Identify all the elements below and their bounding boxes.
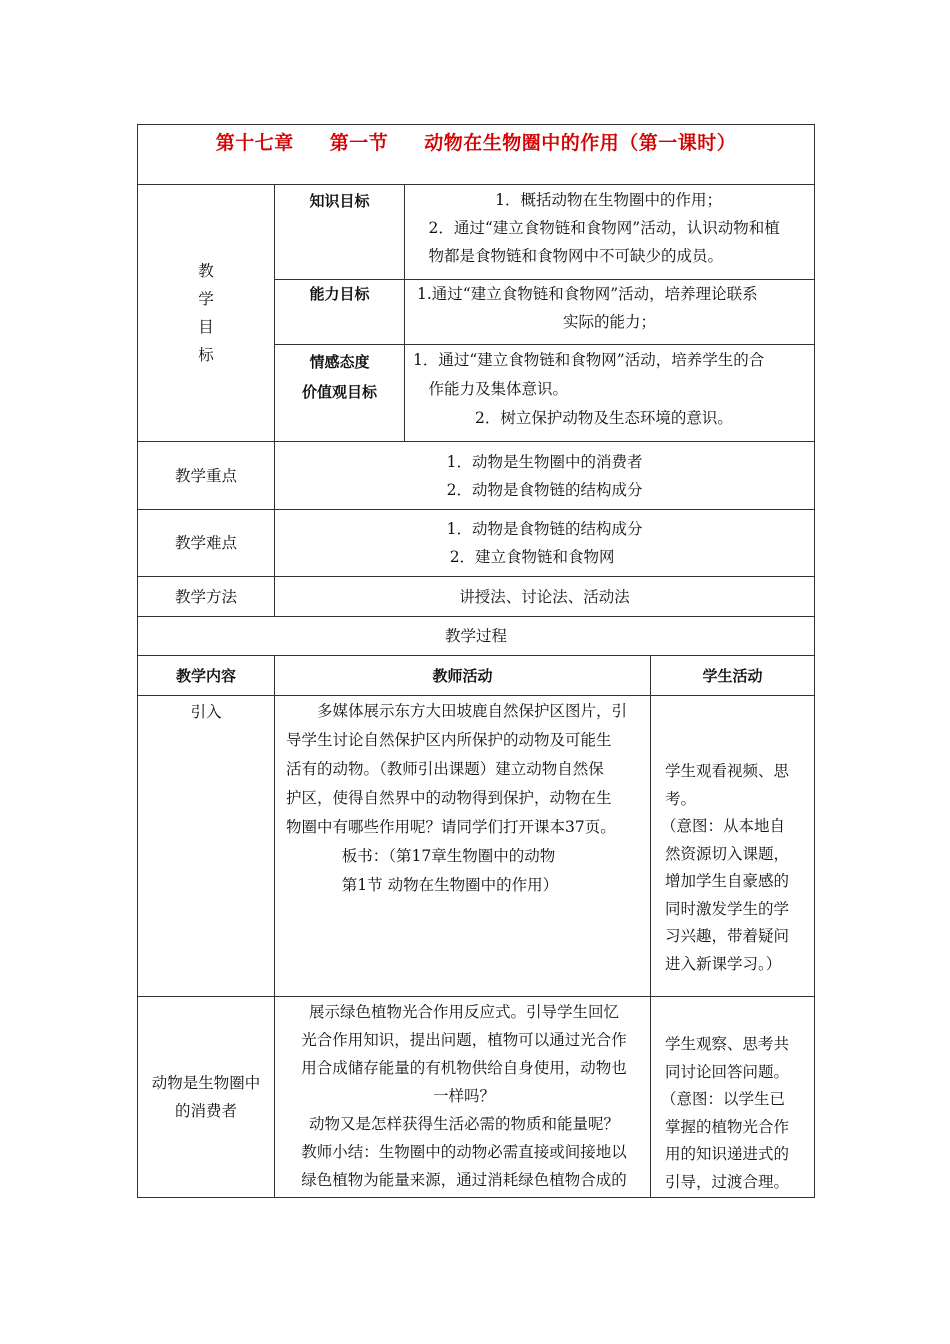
intro-teacher-line: 护区，使得自然界中的动物得到保护，动物在生 [286,789,612,807]
key-points-row [138,442,815,510]
emotion-objective-text [405,345,815,442]
emotion-line: 作能力及集体意识。 [428,380,569,398]
header-teacher: 教师活动 [275,656,651,696]
intro-teacher-line: 多媒体展示东方大田坡鹿自然保护区图片，引 [317,702,628,720]
intro-content: 引入 [138,696,275,997]
process-label: 教学过程 [138,617,815,656]
header-content: 教学内容 [138,656,275,696]
emotion-label-line: 价值观目标 [301,383,377,401]
title-topic: 动物在生物圈中的作用（第一课时） [424,132,737,154]
knowledge-objective-row [138,185,815,280]
intro-teacher-line: 第1节 动物在生物圈中的作用） [341,876,559,894]
emotion-line: 1．通过“建立食物链和食物网”活动，培养学生的合 [413,351,765,369]
intro-student-line: 学生观看视频、思 [665,762,790,780]
process-header-row [138,656,815,696]
ability-line: 1.通过“建立食物链和食物网”活动，培养理论联系 [417,285,758,303]
objectives-label-char: 教 [198,262,214,280]
consumer-teacher-line: 用合成储存能量的有机物供给自身使用，动物也 [301,1059,627,1077]
methods-row [138,577,815,617]
consumer-teacher-line: 绿色植物为能量来源，通过消耗绿色植物合成的 [301,1171,627,1189]
consumer-content-line: 的消费者 [174,1102,237,1120]
intro-teacher-line: 导学生讨论自然保护区内所保护的动物及可能生 [286,731,612,749]
intro-student-line: 考。 [665,789,697,808]
methods-label: 教学方法 [138,577,275,617]
intro-student-line: 进入新课学习。） [665,954,782,973]
knowledge-line: 1．概括动物在生物圈中的作用； [495,191,723,209]
consumer-teacher-line: 展示绿色植物光合作用反应式。引导学生回忆 [308,1003,619,1021]
intro-student-line: 然资源切入课题， [665,844,790,863]
document-title [138,125,815,185]
knowledge-line: 物都是食物链和食物网中不可缺少的成员。 [428,247,724,265]
title-section: 第一节 [329,132,389,154]
intro-teacher-line: 物圈中有哪些作用呢？请同学们打开课本37页。 [286,818,616,836]
header-student: 学生活动 [651,656,815,696]
title-row [138,125,815,185]
consumer-teacher-activity [275,997,651,1198]
process-row [138,617,815,656]
intro-student-line: 习兴趣，带着疑问 [665,927,790,945]
difficulties-label: 教学难点 [138,510,275,577]
difficulties-text [275,510,815,577]
key-point-line: 2．动物是食物链的结构成分 [446,480,643,499]
title-chapter: 第十七章 [215,132,294,154]
ability-objective-text [405,280,815,345]
key-points-label: 教学重点 [138,442,275,510]
objectives-label-char: 标 [198,346,214,364]
objectives-label [138,185,275,442]
intro-student-line: 同时激发学生的学 [665,899,790,918]
consumer-student-line: 引导，过渡合理。 [665,1172,790,1191]
emotion-line: 2．树立保护动物及生态环境的意识。 [475,409,733,427]
consumer-teacher-line: 光合作用知识，提出问题，植物可以通过光合作 [301,1031,627,1049]
emotion-label-line: 情感态度 [309,353,370,371]
consumer-student-activity [651,997,815,1198]
objectives-label-char: 学 [198,290,214,308]
intro-student-line: 增加学生自豪感的 [665,872,790,890]
consumer-student-line: （意图：以学生已 [661,1090,786,1108]
intro-teacher-line: 活有的动物。（教师引出课题）建立动物自然保 [286,760,604,778]
consumer-content [138,997,275,1198]
consumer-student-line: 学生观察、思考共 [665,1035,790,1053]
consumer-student-line: 同讨论回答问题。 [665,1062,790,1081]
process-row-intro [138,696,815,997]
ability-objective-label: 能力目标 [275,280,405,345]
consumer-teacher-line: 教师小结：生物圈中的动物必需直接或间接地以 [301,1143,627,1161]
objectives-label-char: 目 [198,318,214,336]
difficulties-row [138,510,815,577]
knowledge-objective-label: 知识目标 [275,185,405,280]
emotion-objective-label [275,345,405,442]
key-point-line: 1．动物是生物圈中的消费者 [446,452,643,471]
key-points-text [275,442,815,510]
intro-student-activity [651,696,815,997]
ability-line: 实际的能力； [563,313,657,331]
knowledge-objective-text [405,185,815,280]
process-row-consumer [138,997,815,1198]
difficulty-line: 1．动物是食物链的结构成分 [446,520,643,538]
knowledge-line: 2．通过“建立食物链和食物网”活动，认识动物和植 [428,219,780,237]
consumer-student-line: 用的知识递进式的 [665,1145,790,1163]
intro-student-line: （意图：从本地自 [661,817,786,835]
consumer-teacher-line: 一样吗？ [432,1087,495,1105]
intro-teacher-line: 板书：（第17章生物圈中的动物 [341,847,556,865]
intro-teacher-activity [275,696,651,997]
consumer-student-line: 掌握的植物光合作 [665,1117,790,1136]
consumer-content-line: 动物是生物圈中 [151,1074,261,1092]
difficulty-line: 2．建立食物链和食物网 [449,548,615,566]
lesson-plan-table [137,124,815,1198]
consumer-teacher-line: 动物又是怎样获得生活必需的物质和能量呢？ [308,1115,619,1133]
methods-text: 讲授法、讨论法、活动法 [275,577,815,617]
